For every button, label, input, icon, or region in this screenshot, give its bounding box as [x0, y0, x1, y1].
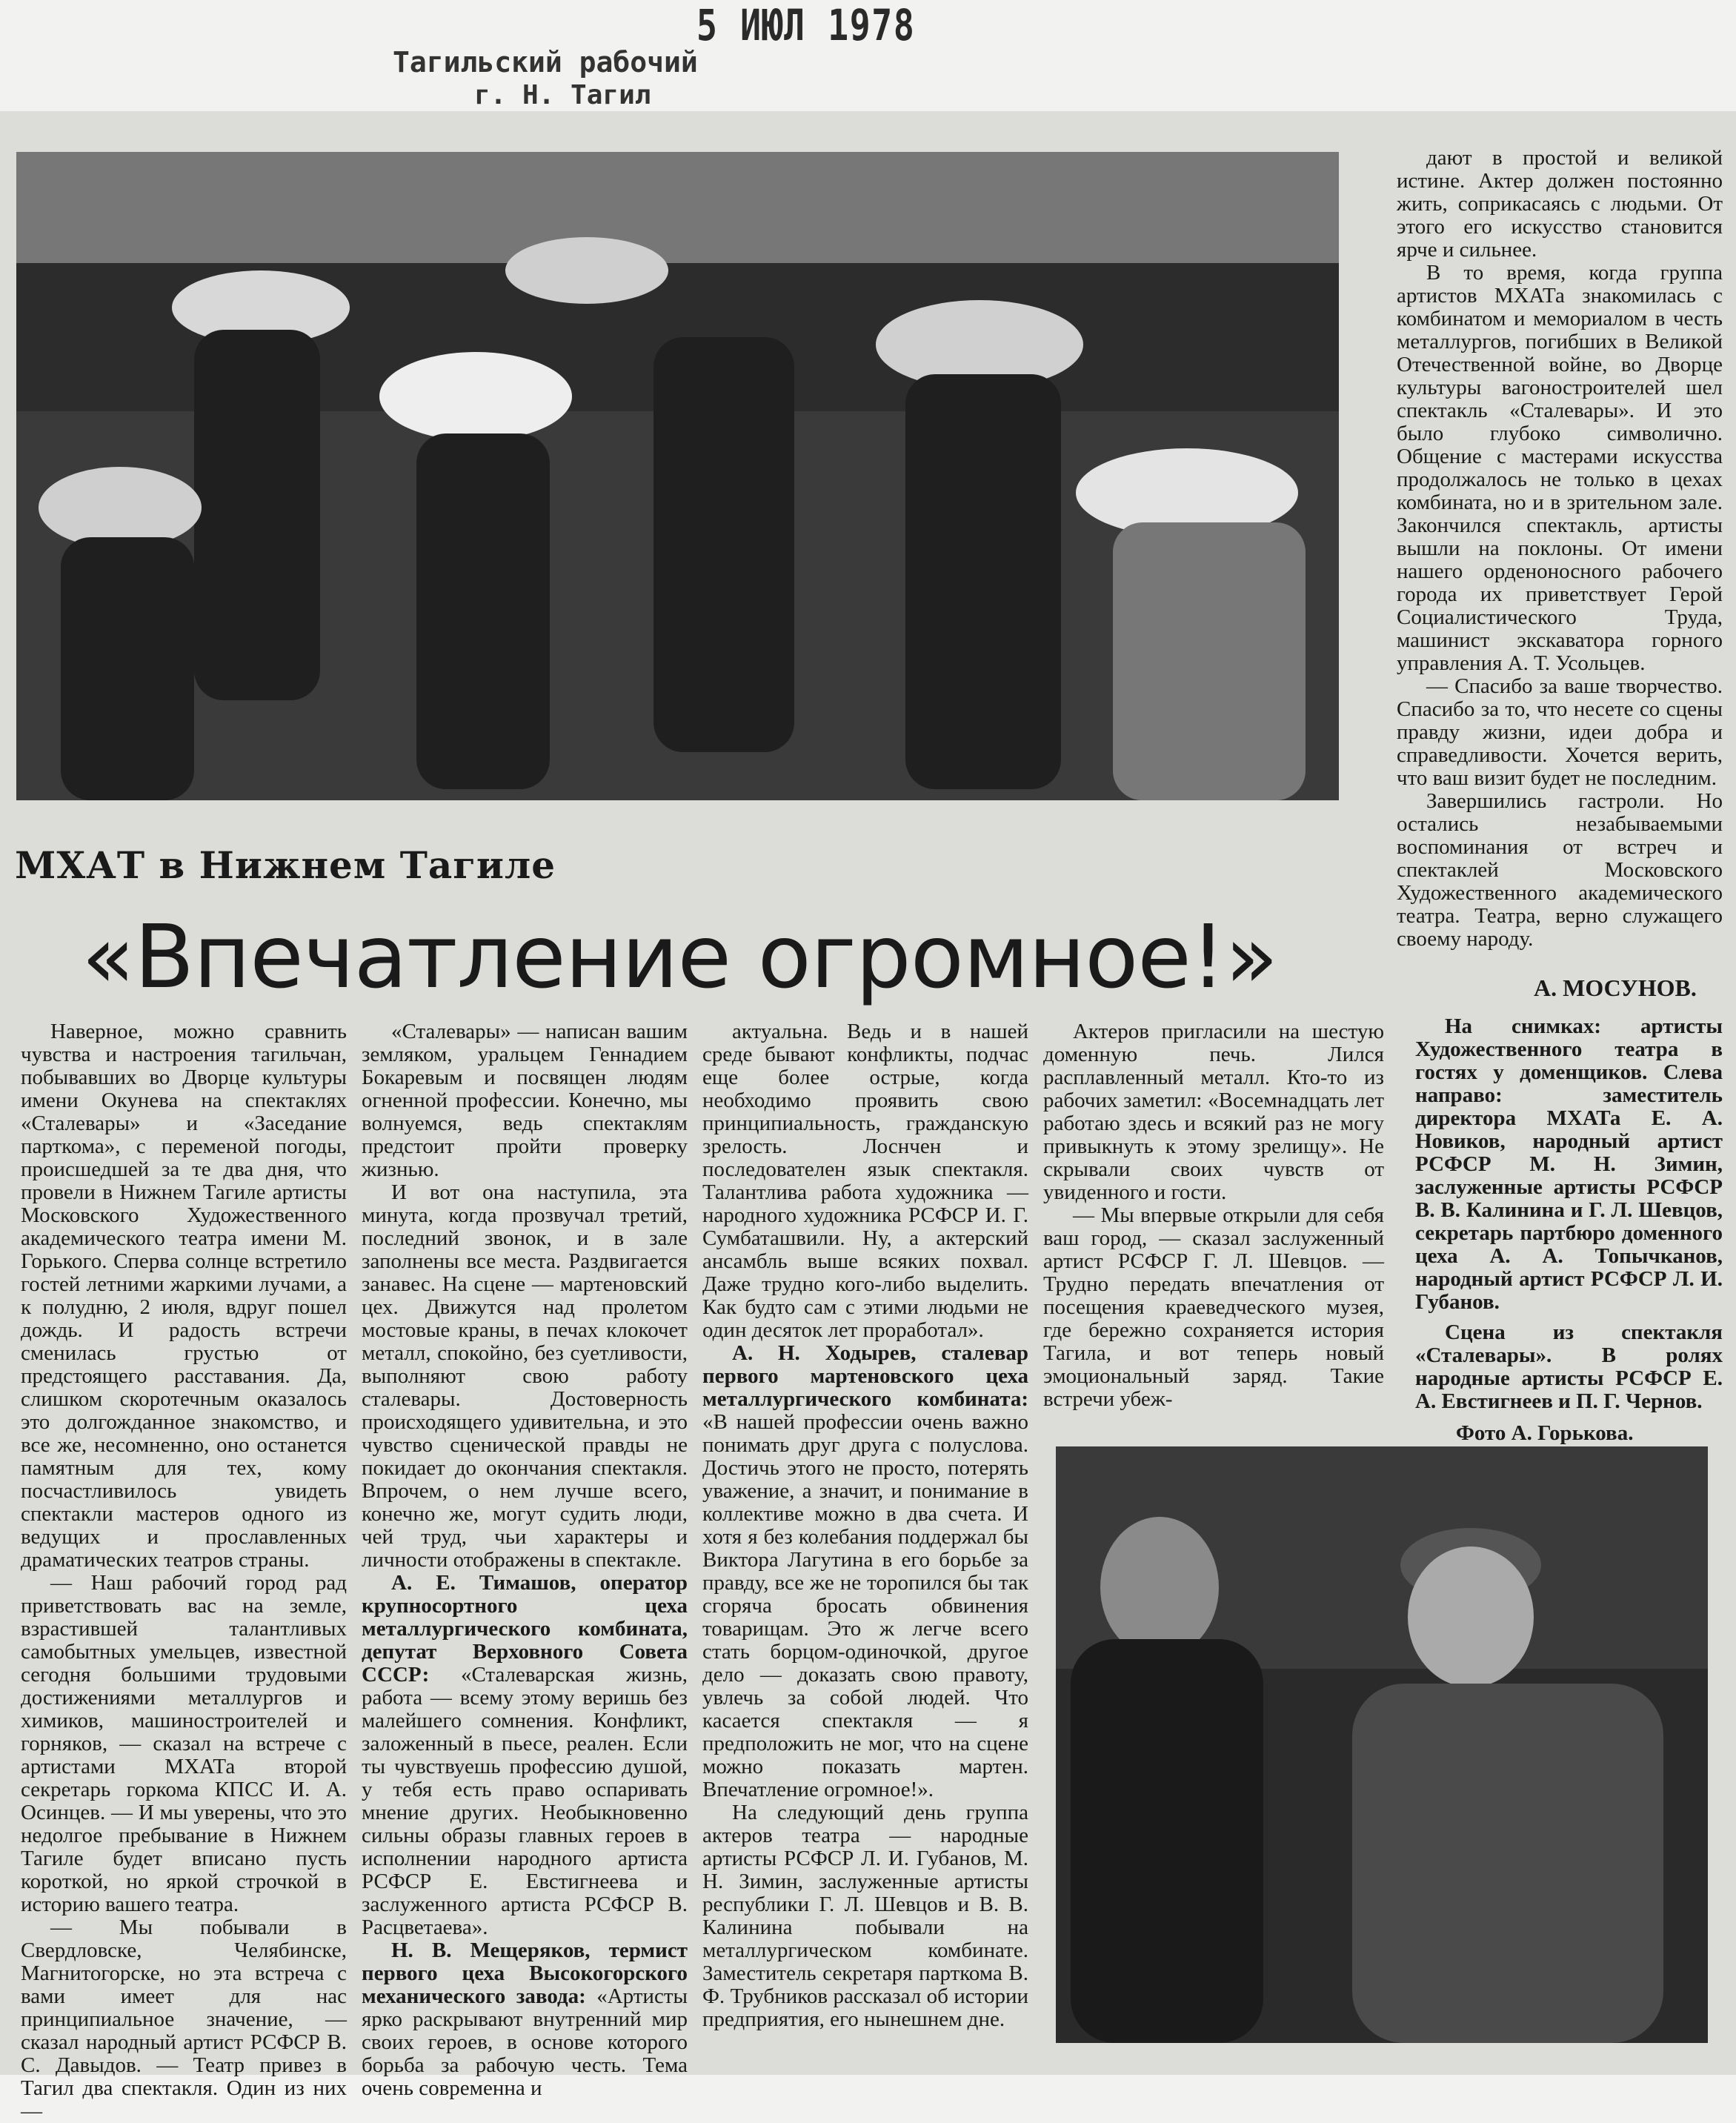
- paragraph: — Спасибо за ваше творчество. Спасибо за то, что несете со сцены правду жизни, идеи добра и справедливости. Хочется верить, что ваш визит будет не последним.: [1397, 674, 1723, 790]
- article-rubric: МХАТ в Нижнем Тагиле: [15, 843, 556, 887]
- paragraph: Актеров пригласили на шестую доменную печь. Лился расплавленный металл. Кто-то из рабочих заметил: «Восемнадцать лет работаю здесь и всякий раз не могу привыкнуть к этому зрелищу». Не скрывали своих чувств от увиденного и гости.: [1043, 1020, 1384, 1204]
- paragraph: На следующий день группа актеров театра — народные артисты РСФСР Л. И. Губанов, М. Н. Зимин, заслуженные артисты республики Г. Л. Шевцов и В. В. Калинина побывали на металлургическом комбинате. Заместитель секретаря парткома В. Ф. Трубников рассказал об истории предприятия, его нынешнем дне.: [702, 1801, 1028, 2031]
- quote-text: «Артисты ярко раскрывают внутренний мир своих героев, в основе которого борьба за рабочую честь. Тема очень современна и: [362, 1984, 688, 2100]
- caption-top-photo: На снимках: артисты Художественного театра в гостях у доменщиков. Слева направо: заместитель директора МХАТа Е. А. Новиков, народный артист РСФСР М. Н. Зимин, заслуженные артисты РСФСР В. В. Калинина и Г. Л. Шевцов, секретарь партбюро доменного цеха А. А. Топычканов, народный артист РСФСР Л. И. Губанов.: [1415, 1014, 1723, 1314]
- article-column-3: [702, 1020, 1028, 2069]
- newspaper-name-stamp: Тагильский рабочий: [393, 46, 698, 79]
- paragraph: — Мы впервые открыли для себя ваш город, — сказал заслуженный артист РСФСР Г. Л. Шевцов. — Трудно передать впечатления от посещения краеведческого музея, где бережно сохраняется история Тагила, и вот теперь новый эмоциональный заряд. Такие встречи убеж-: [1043, 1203, 1384, 1411]
- article-column-5: [1397, 147, 1723, 969]
- paragraph: — Мы побывали в Свердловске, Челябинске, Магнитогорске, но эта встреча с вами имеет для нас принципиальное значение, — сказал народный артист РСФСР В. С. Давыдов. — Театр привез в Тагил два спектакля. Один из них —: [21, 1916, 347, 2123]
- article-column-2: [362, 1020, 688, 2100]
- quote-paragraph: [362, 1572, 688, 1939]
- paragraph: Наверное, можно сравнить чувства и настроения тагильчан, побывавших во Дворце культуры имени Окунева на спектаклях «Сталевары» и «Заседание парткома», с переменой погоды, происшедшей за те два дня, что провели в Нижнем Тагиле артисты Московского Художественного академического театра имени М. Горького. Сперва солнце встретило гостей летними жаркими лучами, а к полудню, 2 июля, вдруг пошел дождь. И радость встречи сменилась грустью от предстоящего расставания. Да, слишком скоротечным оказалось это долгожданное знакомство, и все же, несомненно, оно останется памятным для тех, кому посчастливилось увидеть спектакли мастеров одного из ведущих и прославленных драматических театров страны.: [21, 1020, 347, 1572]
- article-headline: «Впечатление огромное!»: [82, 906, 1278, 1008]
- paragraph: В то время, когда группа артистов МХАТа знакомилась с комбинатом и мемориалом в честь металлургов, погибших в Великой Отечественной войне, во Дворце культуры вагоностроителей шел спектакль «Сталевары». И это было глубоко символично. Общение с мастерами искусства продолжалось не только в цехах комбината, но и в зрительном зале. Закончился спектакль, артисты вышли на поклоны. От имени нашего орденоносного рабочего города их приветствует Герой Социалистического Труда, машинист экскаватора горного управления А. Т. Усольцев.: [1397, 261, 1723, 675]
- quote-text: «В нашей профессии очень важно понимать друг друга с полуслова. Достичь этого не просто, потерять уважение, а значит, и понимание в коллективе можно в два счета. И хотя я без колебания поддержал бы Виктора Лагутина в его борьбе за правду, все же не торопился бы так сгоряча бросать обвинения товарищам. Это ж легче всего стать борцом-одиночкой, другое дело — доказать свою правоту, увлечь за собой людей. Что касается спектакля — я предположить не мог, что на сцене можно показать мартен. Впечатление огромное!».: [702, 1410, 1028, 1801]
- photo-captions: [1415, 1015, 1723, 1421]
- photo-actors-with-steelworkers: [16, 152, 1339, 800]
- caption-bottom-photo: Сцена из спектакля «Сталевары». В ролях народные артисты РСФСР Е. А. Евстигнеев и П. Г. Чернов.: [1415, 1320, 1723, 1413]
- photo-credit: Фото А. Горькова.: [1456, 1421, 1634, 1445]
- paragraph: И вот она наступила, эта минута, когда прозвучал третий, последний звонок, и в зале заполнены все места. Раздвигается занавес. На сцене — мартеновский цех. Движутся над пролетом мостовые краны, в печах клокочет металл, спокойно, без суетливости, выполняют свою работу сталевары. Достоверность происходящего удивительна, и это чувство сценической правды не покидает до окончания спектакля. Впрочем, о нем лучше всего, конечно же, могут судить люди, чей труд, чьи характеры и личности отображены в спектакле.: [362, 1180, 688, 1572]
- quote-paragraph: [702, 1342, 1028, 1801]
- paragraph: актуальна. Ведь и в нашей среде бывают конфликты, подчас еще более острые, когда необходимо проявить свою принципиальность, гражданскую зрелость. Лоснчен и последователен язык спектакля. Талантлива работа художника — народного художника РСФСР И. Г. Сумбаташвили. Ну, а актерский ансамбль выше всяких похвал. Даже трудно кого-либо выделить. Как будто сам с этими людьми не один десяток лет проработал».: [702, 1020, 1028, 1342]
- paragraph: Завершились гастроли. Но остались незабываемыми воспоминания от встреч и спектаклей Московского Художественного академического театра. Театра, верно служащего своему народу.: [1397, 789, 1723, 951]
- photo-scene-from-play: [1056, 1446, 1708, 2043]
- quote-paragraph: [362, 1939, 688, 2100]
- paragraph: «Сталевары» — написан вашим земляком, уральцем Геннадием Бокаревым и посвящен людям огненной профессии. Конечно, мы волнуемся, ведь спектаклям предстоит пройти проверку жизнью.: [362, 1020, 688, 1181]
- city-stamp: г. Н. Тагил: [474, 80, 651, 110]
- photo-image: [1056, 1446, 1708, 2043]
- author-signature: А. МОСУНОВ.: [1534, 974, 1697, 1001]
- paragraph: — Наш рабочий город рад приветствовать вас на земле, взрастившей талантливых самобытных умельцев, известной сегодня большими трудовыми достижениями металлургов и химиков, машиностроителей и горняков, — сказал на встрече с артистами МХАТа второй секретарь горкома КПСС И. А. Осинцев. — И мы уверены, что это недолгое пребывание в Нижнем Тагиле будет вписано пусть короткой, но яркой строчкой в историю вашего театра.: [21, 1571, 347, 1916]
- paragraph: дают в простой и великой истине. Актер должен постоянно жить, соприкасаясь с людьми. От этого его искусство становится ярче и сильнее.: [1397, 146, 1723, 262]
- article-column-4: [1043, 1020, 1384, 1424]
- speaker-name: А. Е. Тимашов, оператор крупносортного цеха металлургического комбината, депутат Верховного Совета СССР:: [362, 1571, 688, 1687]
- speaker-name: Н. В. Мещеряков, термист первого цеха Высокогорского механического завода:: [362, 1938, 688, 2008]
- date-stamp: 5 ИЮЛ 1978: [696, 0, 916, 50]
- article-column-1: [21, 1020, 347, 2123]
- quote-text: «Сталеварская жизнь, работа — всему этому веришь без малейшего сомнения. Конфликт, заложенный в пьесе, реален. Если ты чувствуешь профессию душой, у тебя есть право оспаривать мнение других. Необыкновенно сильны образы главных героев в исполнении народного артиста РСФСР Е. Евстигнеева и заслуженного артиста РСФСР В. Расцветаева».: [362, 1663, 688, 1939]
- speaker-name: А. Н. Ходырев, сталевар первого мартеновского цеха металлургического комбината:: [702, 1341, 1028, 1411]
- photo-image: [16, 152, 1339, 800]
